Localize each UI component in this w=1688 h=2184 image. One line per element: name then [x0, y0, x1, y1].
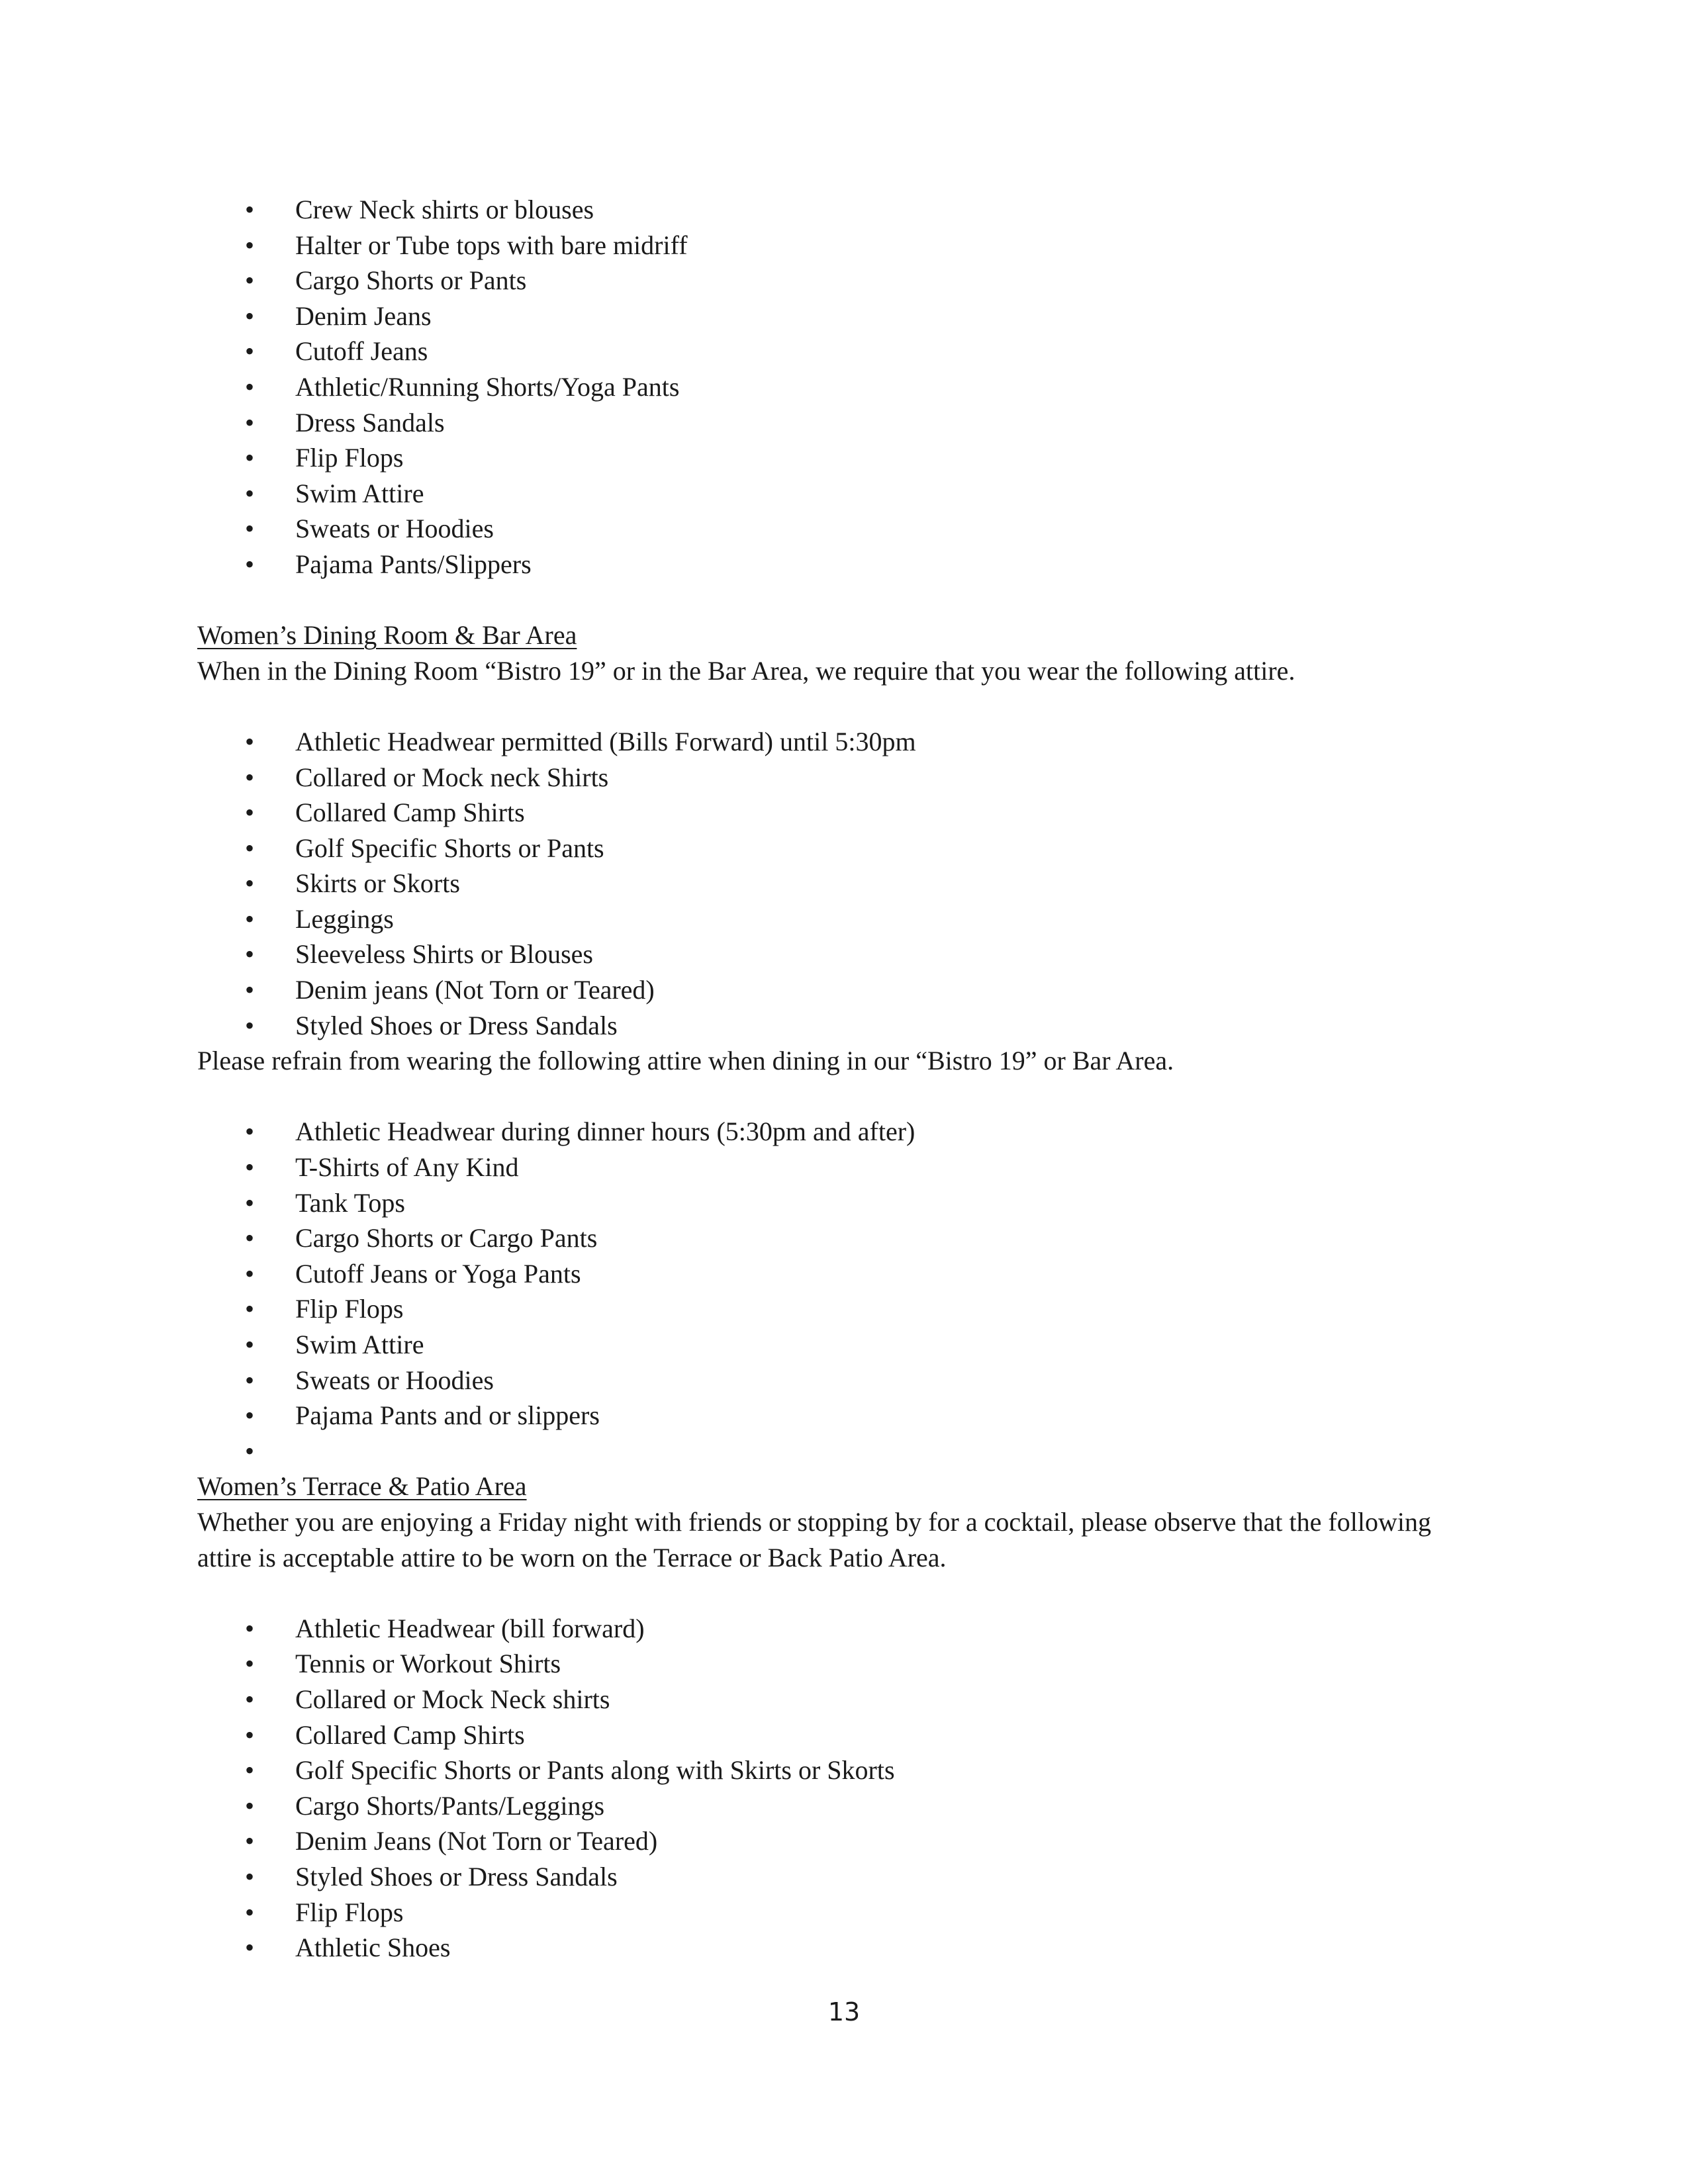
list-item [197, 1327, 1508, 1363]
list-item [197, 263, 1508, 298]
bullet-icon: • [245, 1649, 255, 1679]
spacer [197, 1079, 1508, 1115]
list-item-text: Flip Flops [295, 1294, 404, 1324]
bullet-icon: • [245, 1223, 255, 1253]
list-item [197, 1859, 1508, 1895]
list-item [197, 298, 1508, 334]
terrace-heading: Women’s Terrace & Patio Area [197, 1471, 527, 1502]
bullet-icon: • [245, 195, 255, 224]
list-item [197, 972, 1508, 1008]
list-item [197, 228, 1508, 263]
spacer [197, 1575, 1508, 1611]
list-item [197, 1220, 1508, 1256]
bullet-icon: • [245, 1152, 255, 1183]
list-item-text: Tank Tops [295, 1187, 405, 1218]
list-item-text: Denim jeans (Not Torn or Teared) [295, 975, 655, 1005]
list-item [197, 1114, 1508, 1150]
bullet-icon: • [245, 1294, 255, 1324]
list-item-text: Cargo Shorts or Cargo Pants [295, 1223, 598, 1253]
dining-intro: When in the Dining Room “Bistro 19” or in the Bar Area, we require that you wear the following attire. [197, 655, 1295, 686]
spacer [197, 582, 1508, 618]
list-item-text: Swim Attire [295, 1330, 424, 1359]
bullet-icon: • [245, 1861, 255, 1891]
bullet-icon: • [245, 1613, 255, 1643]
terrace-intro-line2: attire is acceptable attire to be worn on the Terrace or Back Patio Area. [197, 1542, 947, 1572]
bullet-icon: • [245, 300, 255, 331]
list-item [197, 760, 1508, 796]
list-item-text: Athletic Headwear (bill forward) [295, 1613, 645, 1643]
bullet-icon: • [245, 1010, 255, 1040]
list-item-text: Athletic/Running Shorts/Yoga Pants [295, 371, 680, 402]
list-item-text: Collared or Mock neck Shirts [295, 762, 609, 792]
bullet-icon: • [245, 549, 255, 579]
list-item [197, 1433, 1508, 1469]
list-item [197, 1256, 1508, 1292]
list-dining-allowed [197, 724, 1508, 1043]
list-item-text: Golf Specific Shorts or Pants [295, 833, 604, 863]
list-item-text: Collared or Mock Neck shirts [295, 1684, 610, 1714]
list-item [197, 369, 1508, 405]
list-item-text: Halter or Tube tops with bare midriff [295, 230, 688, 260]
dining-refrain-text: Please refrain from wearing the following attire when dining in our “Bistro 19” or Bar Area. [197, 1046, 1174, 1076]
bullet-icon: • [245, 762, 255, 792]
list-item [197, 866, 1508, 901]
list-item [197, 1823, 1508, 1859]
bullet-icon: • [245, 868, 255, 899]
bullet-icon: • [245, 1933, 255, 1963]
bullet-icon: • [245, 903, 255, 934]
bullet-icon: • [245, 1790, 255, 1821]
bullet-icon: • [245, 1400, 255, 1431]
spacer [197, 688, 1508, 724]
list-item [197, 795, 1508, 831]
list-item-text: Athletic Shoes [295, 1933, 451, 1963]
list-item-text: Crew Neck shirts or blouses [295, 195, 594, 224]
list-item [197, 831, 1508, 866]
bullet-icon: • [245, 1330, 255, 1359]
bullet-icon: • [245, 975, 255, 1005]
bullet-icon: • [245, 336, 255, 367]
bullet-icon: • [245, 265, 255, 296]
list-item-text: Dress Sandals [295, 407, 445, 437]
list-item-text: Athletic Headwear during dinner hours (5:30pm and after) [295, 1116, 915, 1147]
list-item [197, 1398, 1508, 1433]
list-item-text: Flip Flops [295, 1897, 404, 1927]
list-item-text: Denim Jeans (Not Torn or Teared) [295, 1826, 658, 1856]
list-terrace-allowed [197, 1611, 1508, 1966]
bullet-icon: • [245, 1187, 255, 1218]
bullet-icon: • [245, 1826, 255, 1856]
list-item [197, 405, 1508, 441]
bullet-icon: • [245, 230, 255, 260]
bullet-icon: • [245, 478, 255, 508]
list-item-text: Flip Flops [295, 443, 404, 473]
list-item-text: Cargo Shorts/Pants/Leggings [295, 1790, 605, 1821]
list-item [197, 1150, 1508, 1185]
bullet-icon: • [245, 371, 255, 402]
list-item-text: Swim Attire [295, 478, 424, 508]
list-item [197, 1646, 1508, 1682]
bullet-icon: • [245, 1897, 255, 1927]
list-item-text: Tennis or Workout Shirts [295, 1649, 561, 1679]
dining-heading: Women’s Dining Room & Bar Area [197, 620, 577, 651]
bullet-icon: • [245, 514, 255, 544]
list-item-text: Pajama Pants and or slippers [295, 1400, 600, 1431]
list-item-text: Skirts or Skorts [295, 868, 460, 899]
list-item [197, 1682, 1508, 1717]
list-item [197, 1788, 1508, 1824]
list-item [197, 1752, 1508, 1788]
terrace-intro-line1: Whether you are enjoying a Friday night with friends or stopping by for a cocktail, please observe that the following [197, 1506, 1431, 1537]
list-item-text: Athletic Headwear permitted (Bills Forward) until 5:30pm [295, 726, 916, 756]
list-item [197, 476, 1508, 512]
list-item-text: Sweats or Hoodies [295, 1365, 494, 1395]
page-content [197, 192, 1508, 1966]
list-item [197, 1291, 1508, 1327]
list-item [197, 334, 1508, 369]
list-dining-not-allowed [197, 1114, 1508, 1469]
list-item-text: Cargo Shorts or Pants [295, 265, 527, 296]
bullet-icon: • [245, 407, 255, 437]
bullet-icon: • [245, 1435, 255, 1466]
list-item-text: Sweats or Hoodies [295, 514, 494, 544]
list-item [197, 1611, 1508, 1647]
bullet-icon: • [245, 1258, 255, 1289]
bullet-icon: • [245, 833, 255, 863]
list-item [197, 724, 1508, 760]
list-item [197, 1895, 1508, 1931]
list-item [197, 1008, 1508, 1044]
page-number: 13 [827, 1997, 861, 2026]
list-item-text: Styled Shoes or Dress Sandals [295, 1861, 618, 1891]
list-item-text: Styled Shoes or Dress Sandals [295, 1010, 618, 1040]
list-item-text: Denim Jeans [295, 300, 432, 331]
bullet-icon: • [245, 1755, 255, 1786]
bullet-icon: • [245, 1116, 255, 1147]
bullet-icon: • [245, 939, 255, 970]
bullet-icon: • [245, 1684, 255, 1714]
list-item [197, 440, 1508, 476]
bullet-icon: • [245, 1365, 255, 1395]
bullet-icon: • [245, 1719, 255, 1750]
list-item [197, 1363, 1508, 1398]
list-item [197, 1930, 1508, 1966]
list-item [197, 901, 1508, 937]
list-item-text: Leggings [295, 903, 394, 934]
list-item [197, 511, 1508, 547]
list-top [197, 192, 1508, 582]
list-item-text: Cutoff Jeans or Yoga Pants [295, 1258, 581, 1289]
bullet-icon: • [245, 726, 255, 756]
list-item [197, 936, 1508, 972]
list-item-text: Sleeveless Shirts or Blouses [295, 939, 593, 970]
bullet-icon: • [245, 443, 255, 473]
list-item [197, 1717, 1508, 1753]
list-item [197, 192, 1508, 228]
list-item-text: Collared Camp Shirts [295, 1719, 525, 1750]
list-item [197, 547, 1508, 582]
list-item [197, 1185, 1508, 1221]
list-item-text: Golf Specific Shorts or Pants along with Skirts or Skorts [295, 1755, 895, 1786]
list-item-text: Collared Camp Shirts [295, 797, 525, 828]
list-item-text: Cutoff Jeans [295, 336, 428, 367]
bullet-icon: • [245, 797, 255, 828]
list-item-text: Pajama Pants/Slippers [295, 549, 532, 579]
list-item-text: T-Shirts of Any Kind [295, 1152, 519, 1183]
